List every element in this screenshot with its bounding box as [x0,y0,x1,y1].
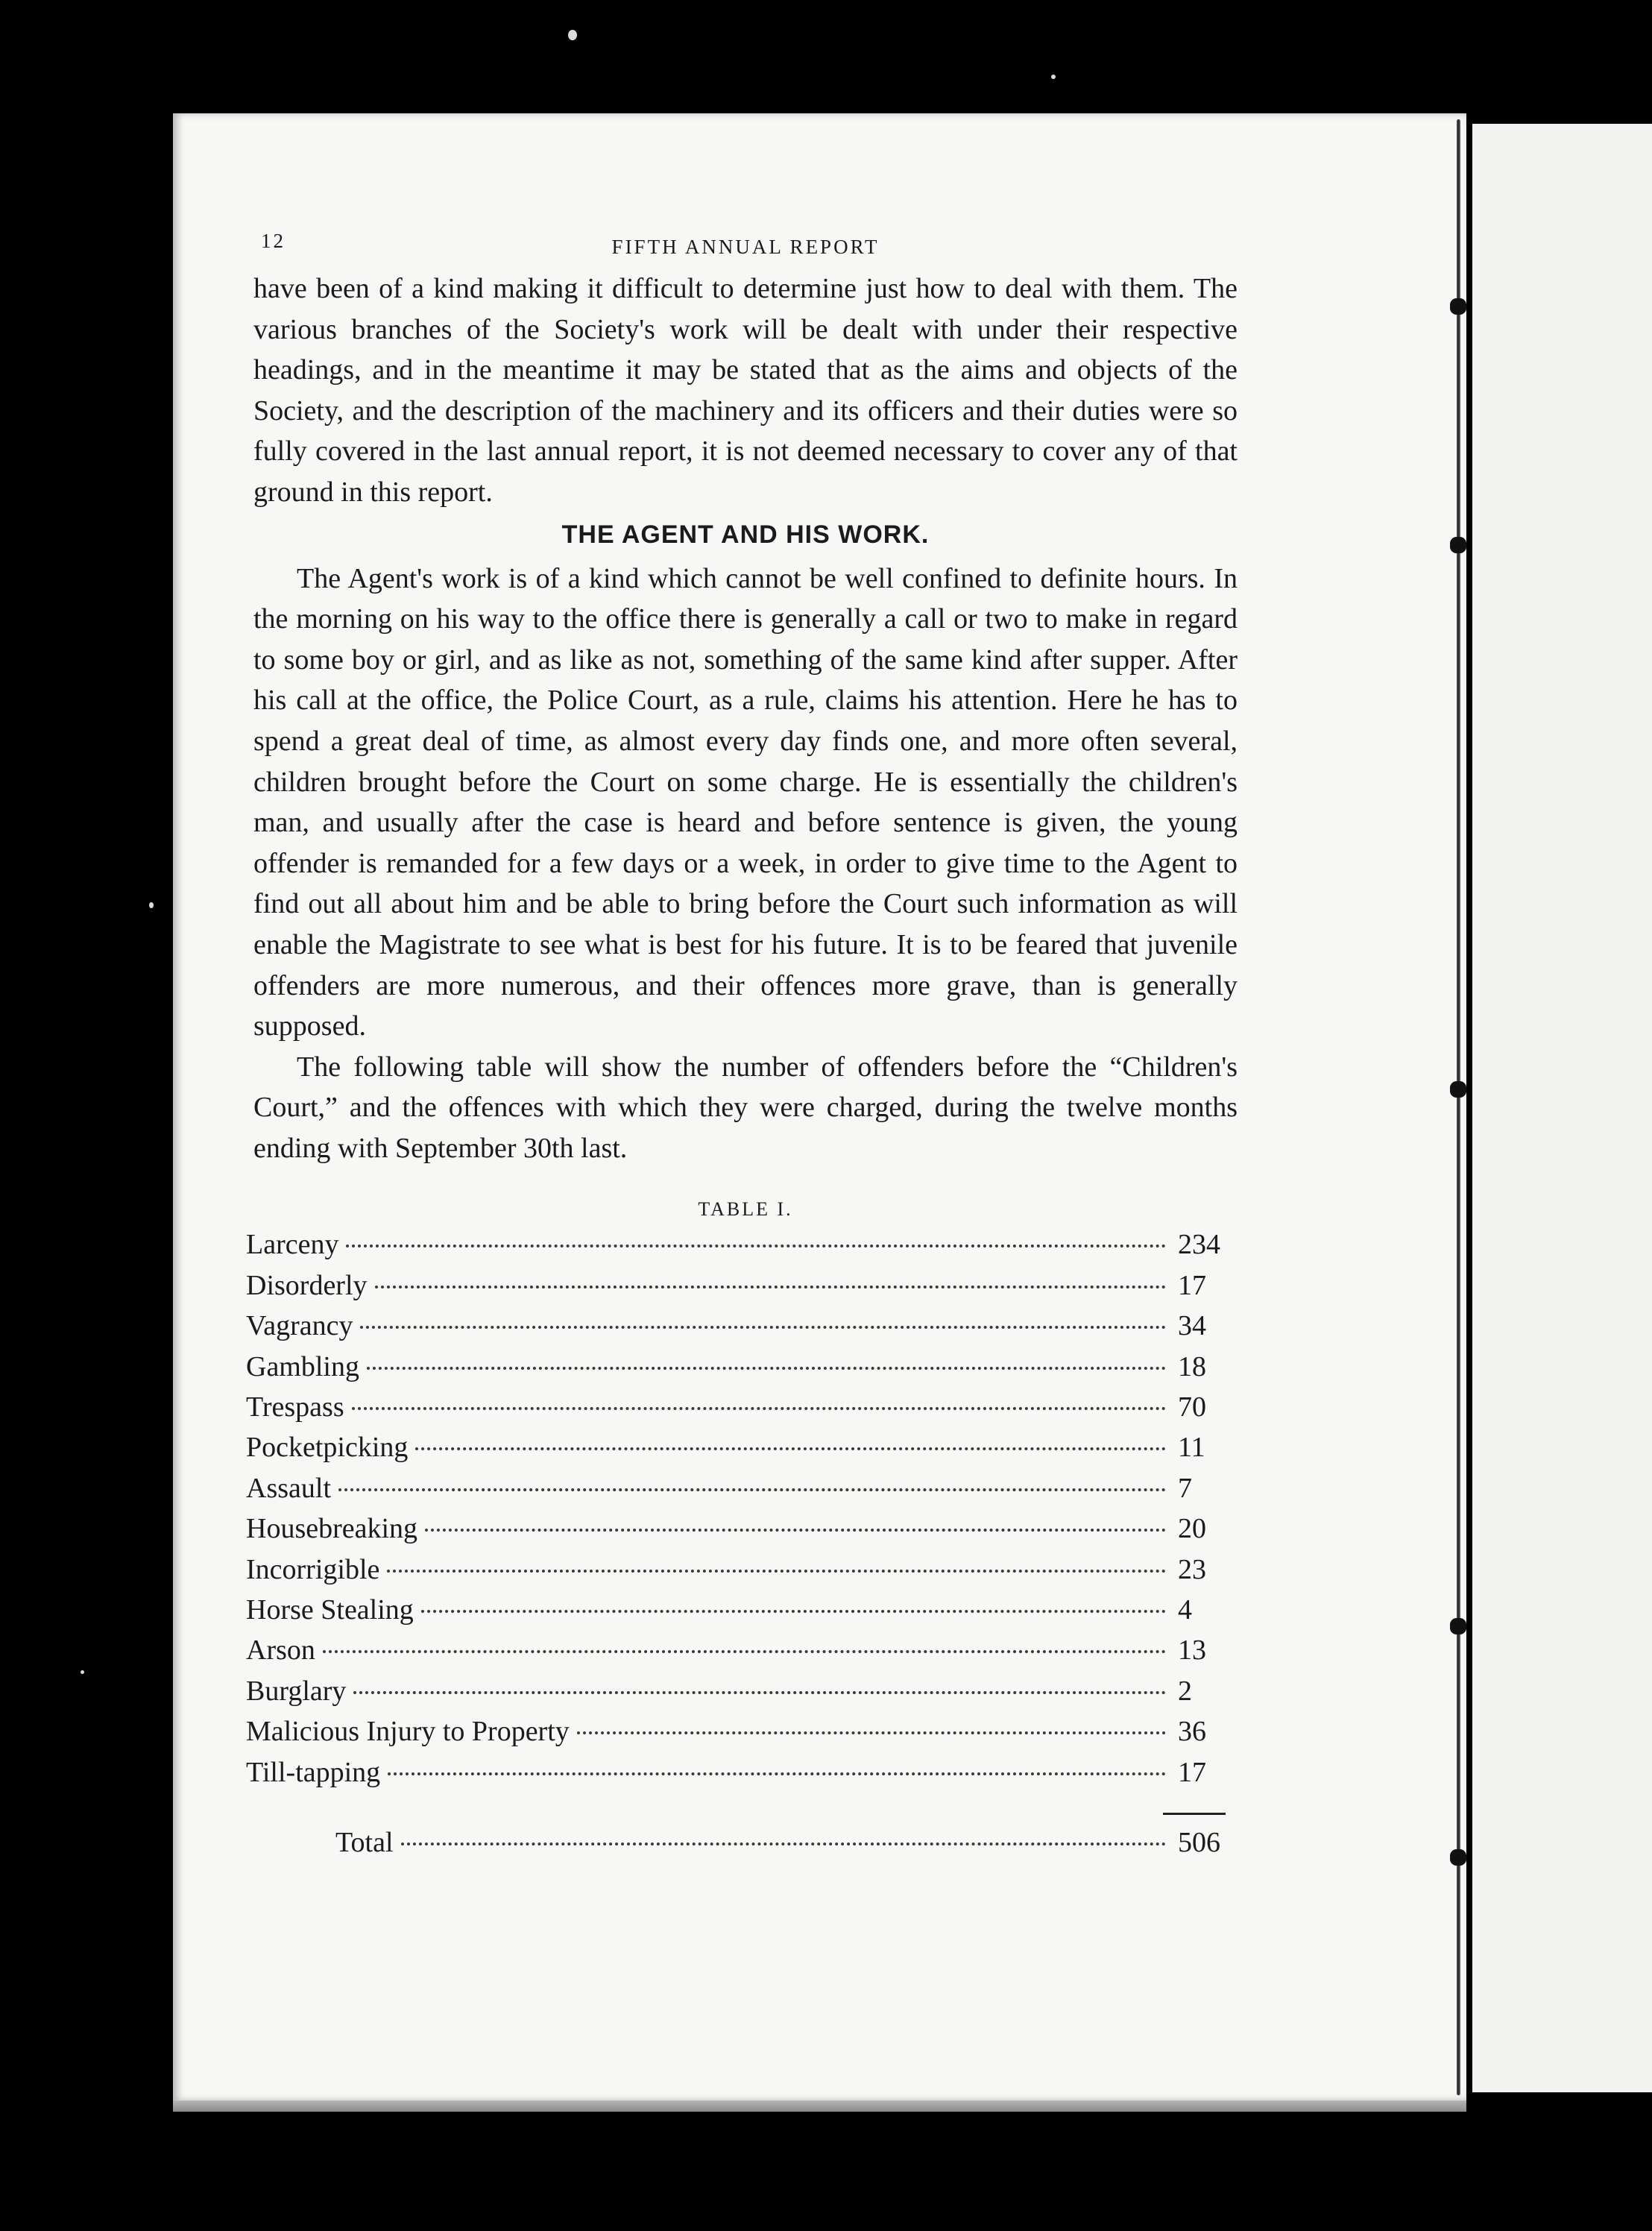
page-text [246,224,1238,1866]
offence-label: Vagrancy [246,1310,353,1342]
dot-leader [401,1843,1166,1845]
section-heading: THE AGENT AND HIS WORK. [561,520,930,549]
offence-count: 17 [1178,1756,1206,1788]
table-row [246,1756,1230,1796]
offence-label: Incorrigible [246,1553,380,1585]
offence-count: 23 [1178,1553,1206,1585]
dot-leader [388,1772,1166,1775]
table-row [246,1715,1230,1755]
scan-speck [149,902,154,908]
page-number: 12 [261,230,286,252]
offence-label: Housebreaking [246,1513,418,1545]
offence-count: 34 [1178,1310,1206,1342]
offences-table [246,1228,1230,1866]
dot-leader [415,1447,1166,1450]
table-row [246,1675,1230,1715]
binding-gutter [1448,119,1470,2095]
offence-label: Trespass [246,1391,344,1423]
intro-paragraph: have been of a kind making it difficult to determine just how to deal with them. The various branches of the Society's work will be dealt with under their respective headings, and in the meantime it may be stated that as the aims and objects of the Society, and the description of the machinery and its officers and their duties were so fully covered in the last annual report, it is not deemed necessary to cover any of that ground in this report. [253,273,1238,508]
table-row [246,1350,1230,1391]
offence-label: Malicious Injury to Property [246,1716,570,1748]
total-label: Total [335,1826,394,1858]
offence-label: Disorderly [246,1269,368,1301]
binding-knot [1450,537,1466,553]
dot-leader [352,1407,1166,1410]
binding-knot [1450,1849,1466,1866]
offence-count: 18 [1178,1350,1206,1382]
total-row [246,1826,1230,1866]
dot-leader [338,1488,1166,1491]
scan-speck [1051,75,1056,79]
agent-work-paragraph: The Agent's work is of a kind which cannot be well confined to definite hours. In the morning on his way to the office there is generally a call or two to make in regard to some boy or girl, and as like as not, something of the same kind after supper. After his call at the office, the Police Court, as a rule, claims his attention. Here he has to spend a great deal of time, as almost every day finds one, and more often several, children brought before the Court on some charge. He is essentially the children's man, and usually after the case is heard and before sentence is given, the young offender is remanded for a few days or a week, in order to give time to the Agent to find out all about him and be able to bring before the Court such information as will enable the Magistrate to see what is best for his future. It is to be feared that juvenile offenders are more numerous, and their offences more grave, than is generally supposed. [253,562,1238,1042]
table-row [246,1593,1230,1634]
running-head [253,224,1238,268]
table-row [246,1269,1230,1309]
offence-count: 234 [1178,1229,1220,1261]
dot-leader [353,1691,1166,1694]
dot-leader [367,1367,1166,1370]
offence-count: 2 [1178,1675,1192,1707]
offence-count: 13 [1178,1634,1206,1667]
table-row [246,1512,1230,1552]
table-row [246,1309,1230,1350]
offence-label: Till-tapping [246,1756,381,1788]
table-row [246,1634,1230,1674]
dot-leader [346,1244,1166,1247]
dot-leader [323,1650,1166,1653]
offence-count: 17 [1178,1269,1206,1301]
offence-count: 36 [1178,1716,1206,1748]
table-row [246,1431,1230,1471]
offence-label: Horse Stealing [246,1593,414,1626]
dot-leader [421,1610,1166,1613]
offence-label: Larceny [246,1229,339,1261]
total-rule [246,1796,1230,1826]
dot-leader [577,1731,1166,1734]
offence-label: Pocketpicking [246,1432,409,1464]
dot-leader [375,1286,1166,1288]
scan-speck [81,1670,84,1674]
offence-label: Gambling [246,1350,359,1382]
dot-leader [425,1529,1166,1532]
total-count: 506 [1178,1826,1220,1858]
offence-count: 20 [1178,1513,1206,1545]
table-row [246,1228,1230,1268]
offence-count: 70 [1178,1391,1206,1423]
dot-leader [387,1570,1166,1573]
offence-label: Burglary [246,1675,347,1707]
table-intro-paragraph: The following table will show the number of offenders before the “Children's Court,” and the offences with which they were charged, during the twelve months ending with September 30th last. [253,1051,1238,1164]
table-row [246,1472,1230,1512]
binding-knot [1450,1618,1466,1634]
binding-thread [1457,119,1460,2095]
binding-knot [1450,298,1466,315]
dot-leader [360,1326,1166,1329]
table-row [246,1553,1230,1593]
table-caption: TABLE I. [698,1198,793,1221]
offence-count: 4 [1178,1593,1192,1626]
offence-label: Assault [246,1472,331,1504]
binding-knot [1450,1081,1466,1098]
running-head-title: FIFTH ANNUAL REPORT [611,236,880,258]
facing-page [1472,124,1652,2092]
offence-count: 7 [1178,1472,1192,1504]
table-row [246,1391,1230,1431]
scan-speck [568,30,577,40]
offence-count: 11 [1178,1432,1205,1464]
offence-label: Arson [246,1634,315,1667]
